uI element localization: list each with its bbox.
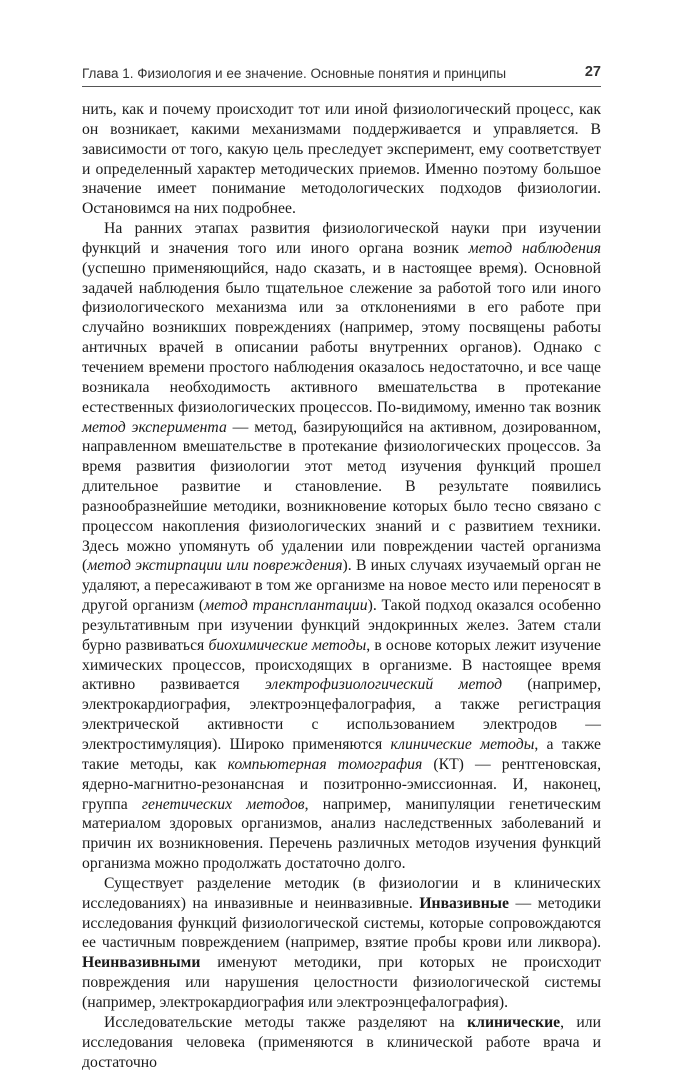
- paragraph: [82, 219, 601, 874]
- text-run: (КТ) — рентгеновская, ядерно-магнитно-резонансная и позитронно-эмиссионная. И, наконец, группа: [82, 755, 601, 813]
- text-run: Исследовательские методы также разделяют на: [104, 1013, 468, 1031]
- text-run: , а также такие методы, как: [82, 736, 601, 773]
- text-run: именуют методики, при которых не происходит повреждения или нарушения целостности физиологической системы (например, электрокардиография или электроэнцефалография).: [82, 954, 601, 1011]
- text-run: ). В иных случаях изучаемый орган не удаляют, а пересаживают в том же организме на новое место или переносят в другой организм (: [82, 557, 601, 615]
- emphasis-term: метод экстирпации или повреждения: [87, 557, 343, 575]
- emphasis-term: метод эксперимента: [82, 418, 227, 436]
- body-text: [82, 100, 601, 1072]
- emphasis-term: электрофизиологический метод: [264, 676, 503, 694]
- bold-term: Неинвазивными: [82, 954, 201, 972]
- text-run: ). Такой подход оказался особенно результативным при изучении функций эндокринных желез. Затем стали бурно развиваться: [82, 597, 601, 654]
- page-number: 27: [584, 64, 601, 80]
- text-run: , или исследования человека (применяются в клинической работе врача и достаточно: [82, 1013, 602, 1071]
- bold-term: Инвазивные: [419, 894, 509, 912]
- bold-term: клинические: [467, 1013, 561, 1031]
- paragraph: [82, 100, 601, 219]
- text-run: На ранних этапах развития физиологической науки при изучении функций и значения того или иного органа возник: [82, 220, 601, 257]
- emphasis-term: генетических методов: [141, 795, 305, 813]
- text-run: (например, электрокардиография, электроэнцефалография, а также регистрация электрической активности с использованием электродов — электростимуляция). Широко применяются: [82, 676, 601, 753]
- text-run: — метод, базирующийся на активном, дозированном, направленном вмешательстве в протекание физиологических процессов. За время развития физиологии этот метод изучения функций прошел длительное развитие и становление. В результате появились разнообразнейшие методики, возникновение которых было тесно связано с процессом накопления физиологических знаний и с развитием техники. Здесь можно упомянуть об удалении или повреждении частей организма (: [82, 418, 602, 575]
- paragraph: [82, 1013, 601, 1072]
- text-run: нить, как и почему происходит тот или иной физиологический процесс, как он возникает, какими механизмами поддерживается и управляется. В зависимости от того, какую цель преследует эксперимент, ему соответствует и определенный характер методических приемов. Именно поэтому большое значение имеет понимание методологических подходов физиологии. Остановимся на них подробнее.: [82, 101, 601, 218]
- emphasis-term: биохимические методы: [208, 636, 367, 654]
- text-run: (успешно применяющийся, надо сказать, и в настоящее время). Основной задачей наблюдения было тщательное слежение за работой того или иного физиологического механизма или за отклонениями в его работе при случайно возникших повреждениях (например, этому посвящены работы античных врачей в описании работы внутренних органов). Однако с течением времени простого наблюдения оказалось недостаточно, и все чаще возникала необходимость активного вмешательства в протекание естественных физиологических процессов. По-видимому, именно так возник: [82, 259, 601, 416]
- running-header: [82, 60, 601, 87]
- text-run: — методики исследования функций физиологической системы, которые сопровождаются ее частичным повреждением (например, взятие пробы крови или ликвора).: [82, 894, 602, 952]
- text-run: , например, манипуляции генетическим материалом здоровых организмов, анализ наследственных заболеваний и причин их возникновения. Перечень различных методов изучения функций организма можно продолжать достаточно долго.: [82, 795, 601, 873]
- emphasis-term: метод наблюдения: [468, 239, 601, 257]
- text-run: Существует разделение методик (в физиологии и в клинических исследованиях) на инвазивные и неинвазивные.: [82, 874, 601, 912]
- chapter-title: Глава 1. Физиология и ее значение. Основные понятия и принципы: [82, 66, 507, 81]
- emphasis-term: метод трансплантации: [204, 597, 368, 615]
- paragraph: [82, 874, 601, 1013]
- emphasis-term: клинические методы: [390, 736, 535, 753]
- text-run: , в основе которых лежит изучение химических процессов, происходящих в организме. В настоящее время активно развивается: [82, 636, 601, 694]
- emphasis-term: компьютерная томография: [227, 755, 423, 773]
